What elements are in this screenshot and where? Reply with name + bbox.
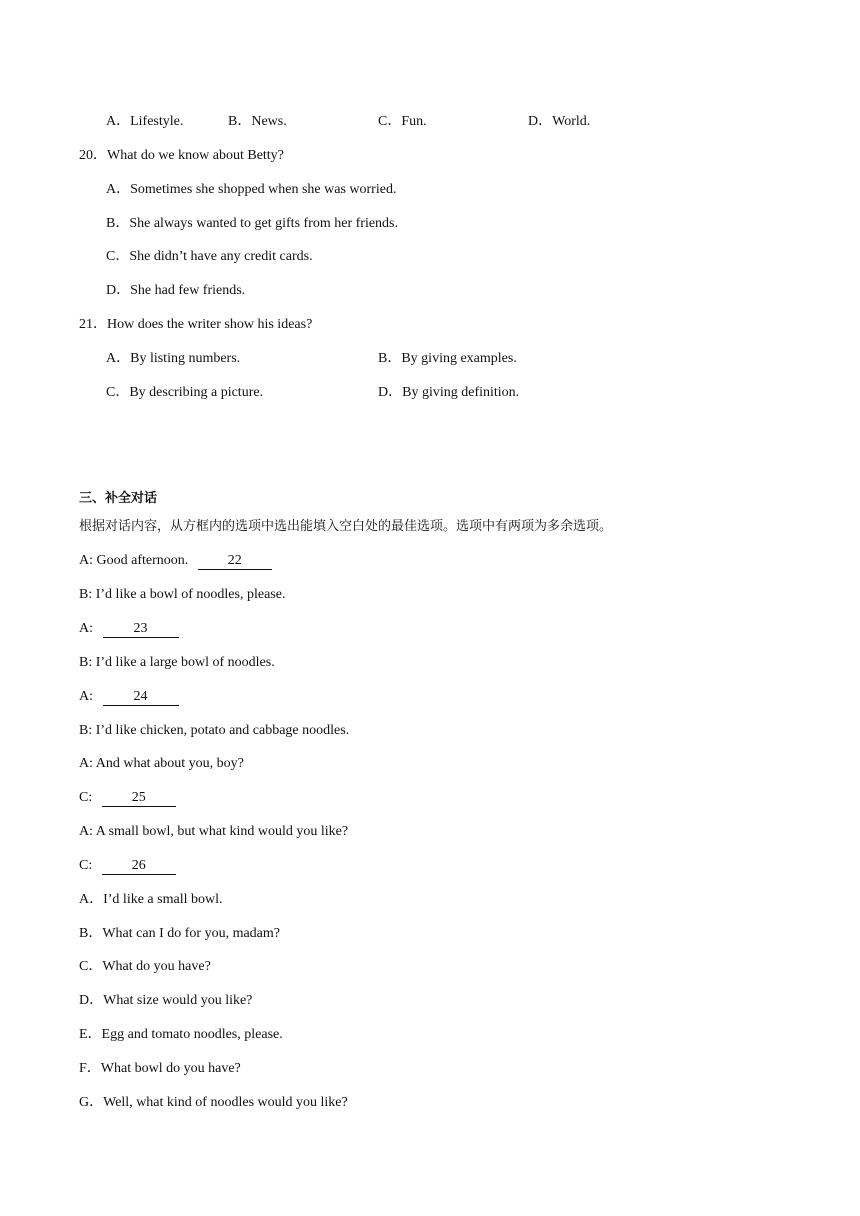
dialogue-line-8 <box>79 789 176 807</box>
q19-option-c: C．Fun. <box>378 114 427 129</box>
choice-g: G．Well, what kind of noodles would you like? <box>79 1095 348 1110</box>
dialogue-line-7: A: And what about you, boy? <box>79 756 244 771</box>
dialogue-line-2: B: I’d like a bowl of noodles, please. <box>79 587 286 602</box>
dialogue-line-5 <box>79 688 179 706</box>
q19-option-b: B．News. <box>228 114 287 129</box>
speaker: A: <box>79 689 93 704</box>
q21-option-c: C．By describing a picture. <box>106 385 264 400</box>
dialogue-line-4: B: I’d like a large bowl of noodles. <box>79 655 275 670</box>
section-instruction: 根据对话内容，从方框内的选项中选出能填入空白处的最佳选项。选项中有两项为多余选项。 <box>79 519 613 534</box>
blank-25[interactable]: 25 <box>102 790 176 807</box>
blank-23[interactable]: 23 <box>103 621 179 638</box>
choice-c: C．What do you have? <box>79 959 211 974</box>
dialogue-line-9: A: A small bowl, but what kind would you like? <box>79 824 349 839</box>
dialogue-line-1 <box>79 552 272 570</box>
q21-stem: 21．How does the writer show his ideas? <box>79 317 313 332</box>
q20-stem: 20．What do we know about Betty? <box>79 148 284 163</box>
q21-option-b: B．By giving examples. <box>378 351 517 366</box>
choice-a: A．I’d like a small bowl. <box>79 892 223 907</box>
q19-option-d: D．World. <box>528 114 591 129</box>
q20-option-b: B．She always wanted to get gifts from her friends. <box>106 216 398 231</box>
q20-option-a: A．Sometimes she shopped when she was worried. <box>106 182 397 197</box>
dialogue-line-6: B: I’d like chicken, potato and cabbage noodles. <box>79 723 350 738</box>
q21-option-d: D．By giving definition. <box>378 385 520 400</box>
q21-option-a: A．By listing numbers. <box>106 351 241 366</box>
q19-option-a: A．Lifestyle. <box>106 114 184 129</box>
speaker: C: <box>79 858 93 873</box>
dialogue-line-3 <box>79 620 179 638</box>
dialogue-text: A: Good afternoon. <box>79 553 189 568</box>
speaker: A: <box>79 621 93 636</box>
blank-26[interactable]: 26 <box>102 858 176 875</box>
blank-22[interactable]: 22 <box>198 553 272 570</box>
choice-e: E．Egg and tomato noodles, please. <box>79 1027 283 1042</box>
q20-option-d: D．She had few friends. <box>106 283 246 298</box>
dialogue-line-10 <box>79 857 176 875</box>
speaker: C: <box>79 790 93 805</box>
choice-f: F．What bowl do you have? <box>79 1061 241 1076</box>
choice-b: B．What can I do for you, madam? <box>79 926 280 941</box>
section-title: 三、补全对话 <box>79 491 158 506</box>
q20-option-c: C．She didn’t have any credit cards. <box>106 249 313 264</box>
choice-d: D．What size would you like? <box>79 993 253 1008</box>
blank-24[interactable]: 24 <box>103 689 179 706</box>
